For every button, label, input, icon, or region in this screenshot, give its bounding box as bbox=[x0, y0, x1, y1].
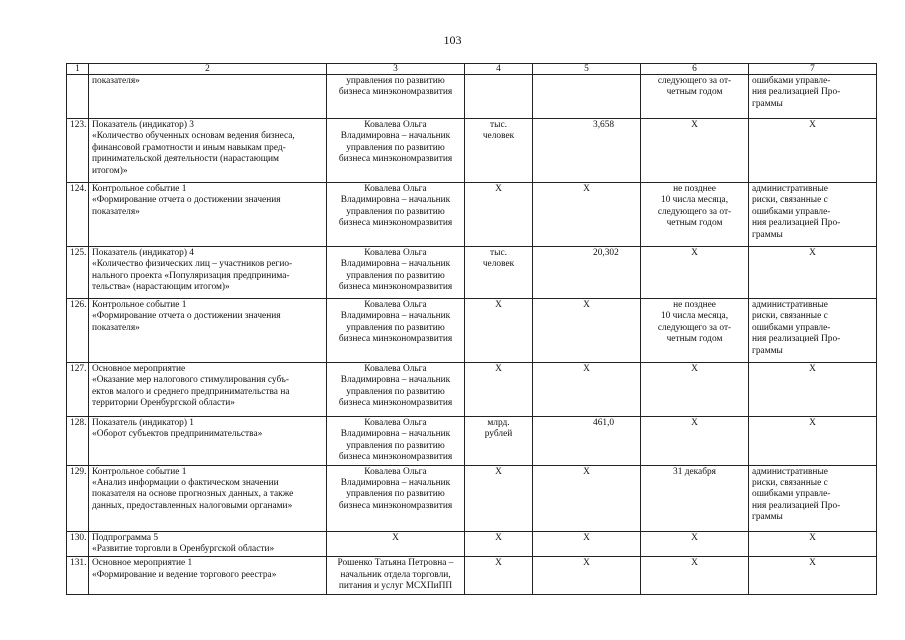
item-name: Основное мероприятие «Оказание мер налогового стимулирования субъ- ектов малого и среднего предпринимательства на территории Оренбургской области» bbox=[89, 363, 327, 417]
risks: Х bbox=[749, 557, 877, 595]
item-name: показателя» bbox=[89, 75, 327, 119]
column-number-row bbox=[67, 64, 877, 75]
responsible-person: Ковалева Ольга Владимировна – начальник управления по развитию бизнеса минэкономразвития bbox=[327, 299, 465, 363]
row-number: 124. bbox=[67, 183, 89, 247]
deadline: не позднее 10 числа месяца, следующего за от- четным годом bbox=[641, 299, 749, 363]
risks: Х bbox=[749, 363, 877, 417]
deadline: не позднее 10 числа месяца, следующего за от- четным годом bbox=[641, 183, 749, 247]
risks: Х bbox=[749, 247, 877, 299]
page-number: 103 bbox=[443, 33, 462, 47]
risks: Х bbox=[749, 531, 877, 557]
item-name: Показатель (индикатор) 1 «Оборот субъектов предпринимательства» bbox=[89, 417, 327, 466]
target-value: 20,302 bbox=[533, 247, 641, 299]
row-number: 127. bbox=[67, 363, 89, 417]
risks: Х bbox=[749, 417, 877, 466]
unit-of-measure: Х bbox=[465, 363, 533, 417]
target-value bbox=[533, 75, 641, 119]
deadline: Х bbox=[641, 531, 749, 557]
table-row bbox=[67, 531, 877, 557]
row-number: 130. bbox=[67, 531, 89, 557]
deadline: Х bbox=[641, 557, 749, 595]
row-number bbox=[67, 75, 89, 119]
risks: Х bbox=[749, 119, 877, 183]
unit-of-measure: Х bbox=[465, 557, 533, 595]
responsible-person: Ковалева Ольга Владимировна – начальник управления по развитию бизнеса минэкономразвития bbox=[327, 247, 465, 299]
table-row bbox=[67, 247, 877, 299]
risks: административные риски, связанные с ошибками управле- ния реализацией Про- граммы bbox=[749, 465, 877, 531]
target-value: Х bbox=[533, 531, 641, 557]
row-number: 129. bbox=[67, 465, 89, 531]
item-name: Показатель (индикатор) 4 «Количество физических лиц – участников регио- нального проекта «Популяризация предпринима- тельства» (нарастающим итогом)» bbox=[89, 247, 327, 299]
column-number: 1 bbox=[67, 64, 89, 75]
item-name: Контрольное событие 1 «Формирование отчета о достижении значения показателя» bbox=[89, 299, 327, 363]
unit-of-measure: тыс. человек bbox=[465, 247, 533, 299]
responsible-person: Ковалева Ольга Владимировна – начальник управления по развитию бизнеса минэкономразвития bbox=[327, 119, 465, 183]
deadline: 31 декабря bbox=[641, 465, 749, 531]
risks: административные риски, связанные с ошибками управле- ния реализацией Про- граммы bbox=[749, 183, 877, 247]
target-value: Х bbox=[533, 363, 641, 417]
responsible-person: Ковалева Ольга Владимировна – начальник управления по развитию бизнеса минэкономразвития bbox=[327, 183, 465, 247]
deadline: следующего за от- четным годом bbox=[641, 75, 749, 119]
risks: ошибками управле- ния реализацией Про- граммы bbox=[749, 75, 877, 119]
column-number: 4 bbox=[465, 64, 533, 75]
column-number: 5 bbox=[533, 64, 641, 75]
row-number: 128. bbox=[67, 417, 89, 466]
item-name: Показатель (индикатор) 3 «Количество обученных основам ведения бизнеса, финансовой грамотности и иным навыкам пред- принимательской деятельности (нарастающим итогом)» bbox=[89, 119, 327, 183]
unit-of-measure bbox=[465, 75, 533, 119]
unit-of-measure: Х bbox=[465, 531, 533, 557]
risks: административные риски, связанные с ошибками управле- ния реализацией Про- граммы bbox=[749, 299, 877, 363]
table-row bbox=[67, 363, 877, 417]
table-row bbox=[67, 417, 877, 466]
unit-of-measure: млрд. рублей bbox=[465, 417, 533, 466]
target-value: Х bbox=[533, 183, 641, 247]
row-number: 123. bbox=[67, 119, 89, 183]
row-number: 125. bbox=[67, 247, 89, 299]
responsible-person: Ковалева Ольга Владимировна – начальник управления по развитию бизнеса минэкономразвития bbox=[327, 465, 465, 531]
item-name: Контрольное событие 1 «Анализ информации о фактическом значении показателя на основе прогнозных данных, а также данных, предоставленных налоговыми органами» bbox=[89, 465, 327, 531]
responsible-person: управления по развитию бизнеса минэкономразвития bbox=[327, 75, 465, 119]
deadline: Х bbox=[641, 119, 749, 183]
column-number: 7 bbox=[749, 64, 877, 75]
responsible-person: Рошенко Татьяна Петровна – начальник отдела торговли, питания и услуг МСХПиПП bbox=[327, 557, 465, 595]
target-value: 461,0 bbox=[533, 417, 641, 466]
table-row bbox=[67, 465, 877, 531]
row-number: 126. bbox=[67, 299, 89, 363]
deadline: Х bbox=[641, 417, 749, 466]
table-row bbox=[67, 119, 877, 183]
item-name: Основное мероприятие 1 «Формирование и ведение торгового реестра» bbox=[89, 557, 327, 595]
item-name: Контрольное событие 1 «Формирование отчета о достижении значения показателя» bbox=[89, 183, 327, 247]
column-number: 6 bbox=[641, 64, 749, 75]
target-value: 3,658 bbox=[533, 119, 641, 183]
unit-of-measure: Х bbox=[465, 183, 533, 247]
responsible-person: Ковалева Ольга Владимировна – начальник управления по развитию бизнеса минэкономразвития bbox=[327, 363, 465, 417]
row-number: 131. bbox=[67, 557, 89, 595]
table-row bbox=[67, 299, 877, 363]
deadline: Х bbox=[641, 247, 749, 299]
responsible-person: Ковалева Ольга Владимировна – начальник управления по развитию бизнеса минэкономразвития bbox=[327, 417, 465, 466]
responsible-person: Х bbox=[327, 531, 465, 557]
unit-of-measure: Х bbox=[465, 465, 533, 531]
program-table bbox=[66, 63, 877, 595]
column-number: 2 bbox=[89, 64, 327, 75]
deadline: Х bbox=[641, 363, 749, 417]
target-value: Х bbox=[533, 557, 641, 595]
item-name: Подпрограмма 5 «Развитие торговли в Оренбургской области» bbox=[89, 531, 327, 557]
table-row bbox=[67, 75, 877, 119]
column-number: 3 bbox=[327, 64, 465, 75]
table-row bbox=[67, 183, 877, 247]
target-value: Х bbox=[533, 299, 641, 363]
table-row bbox=[67, 557, 877, 595]
unit-of-measure: тыс. человек bbox=[465, 119, 533, 183]
target-value: Х bbox=[533, 465, 641, 531]
unit-of-measure: Х bbox=[465, 299, 533, 363]
